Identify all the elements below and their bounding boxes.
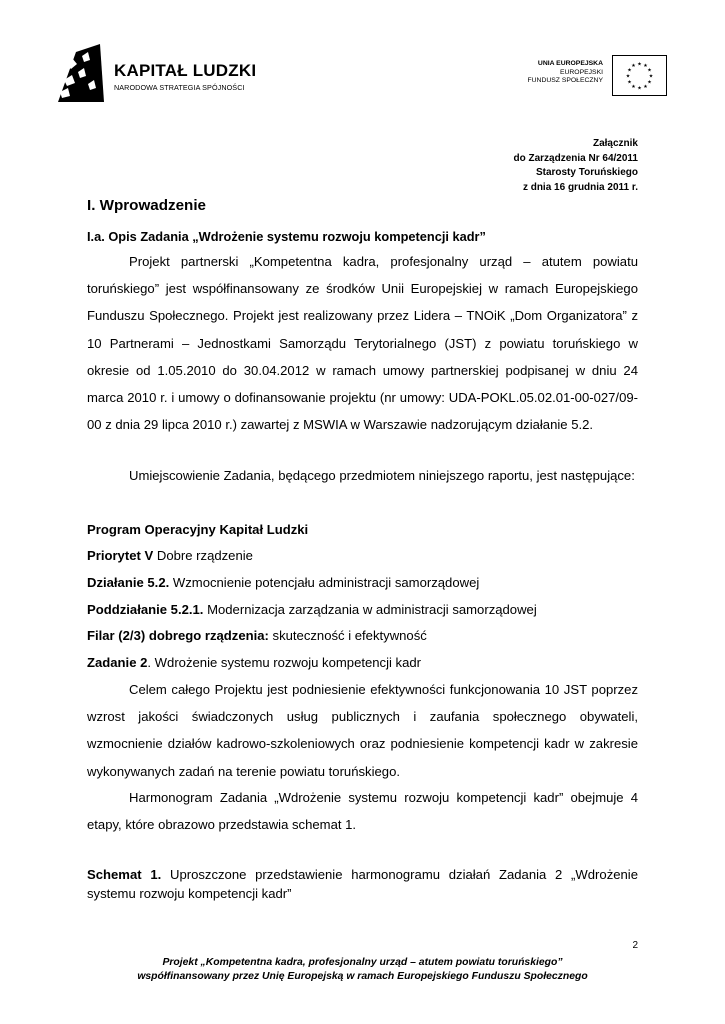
program-name: Program Operacyjny Kapitał Ludzki (87, 522, 309, 537)
priority-label: Priorytet V (87, 548, 154, 563)
priority-line (87, 542, 253, 569)
kapital-ludzki-logo (58, 44, 106, 102)
svg-text:★: ★ (625, 73, 631, 80)
pillar-line (87, 622, 427, 649)
pillar-value: skuteczność i efektywność (268, 628, 427, 643)
priority-value: Dobre rządzenie (153, 548, 253, 563)
action-label: Działanie 5.2. (87, 575, 170, 590)
svg-text:★: ★ (631, 84, 636, 90)
annex-line2: do Zarządzenia Nr 64/2011 (513, 152, 638, 164)
eu-line1: UNIA EUROPEJSKA (537, 60, 603, 67)
subaction-line (87, 596, 537, 623)
paragraph-location: Umiejscowienie Zadania, będącego przedmiotem niniejszego raportu, jest następujące: (129, 468, 635, 483)
pillar-label: Filar (2/3) dobrego rządzenia: (87, 628, 269, 643)
svg-text:★: ★ (627, 67, 632, 74)
svg-text:★: ★ (647, 79, 652, 86)
svg-text:★: ★ (648, 73, 654, 80)
section-heading: I. Wprowadzenie (87, 197, 206, 214)
subsection-heading: I.a. Opis Zadania „Wdrożenie systemu rozwoju kompetencji kadr” (87, 229, 486, 244)
eu-line3: FUNDUSZ SPOŁECZNY (527, 77, 603, 85)
footer-line1: Projekt „Kompetentna kadra, profesjonalny urząd – atutem powiatu toruńskiego” (162, 957, 563, 968)
task-value: . Wdrożenie systemu rozwoju kompetencji kadr (147, 655, 422, 670)
svg-text:★: ★ (637, 85, 642, 92)
eu-stars-icon (613, 56, 666, 95)
svg-text:★: ★ (643, 84, 648, 90)
svg-text:★: ★ (637, 61, 642, 68)
task-label: Zadanie 2 (87, 655, 148, 670)
logo-title: KAPITAŁ LUDZKI (114, 61, 257, 80)
logo-subtitle: NARODOWA STRATEGIA SPÓJNOŚCI (114, 83, 245, 92)
svg-text:★: ★ (643, 63, 648, 69)
annex-line3: Starosty Toruńskiego (535, 167, 638, 178)
task-line (87, 649, 421, 676)
program-line (87, 516, 308, 543)
svg-text:★: ★ (627, 79, 632, 86)
paragraph-goal: Celem całego Projektu jest podniesienie efektywności funkcjonowania 10 JST poprzez wzrost jakości świadczonych usług publicznych i zaufania społecznego obywateli, wzmocnienie działów kadrowo-szkoleniowych oraz podniesienie kompetencji kadr w zakresie wykonywanych zadań na terenie powiatu toruńskiego. (87, 682, 638, 779)
svg-text:★: ★ (631, 63, 636, 69)
page-footer (0, 956, 725, 984)
eu-label (527, 60, 603, 86)
annex-line4: z dnia 16 grudnia 2011 r. (522, 181, 638, 193)
schema-label: Schemat 1. (87, 867, 162, 882)
action-value: Wzmocnienie potencjału administracji samorządowej (169, 575, 480, 590)
annex-line1: Załącznik (592, 138, 638, 149)
eu-flag-icon (612, 55, 667, 96)
paragraph-schedule: Harmonogram Zadania „Wdrożenie systemu rozwoju kompetencji kadr” obejmuje 4 etapy, które obrazowo przedstawia schemat 1. (87, 790, 638, 833)
subaction-value: Modernizacja zarządzania w administracji samorządowej (203, 602, 537, 617)
footer-line2: współfinansowany przez Unię Europejską w ramach Europejskiego Funduszu Społecznego (137, 971, 588, 982)
annex-block (513, 137, 638, 195)
action-line (87, 569, 479, 596)
subaction-label: Poddziałanie 5.2.1. (87, 602, 204, 617)
schema-text: Uproszczone przedstawienie harmonogramu działań Zadania 2 „Wdrożenie systemu rozwoju kompetencji kadr” (87, 867, 638, 901)
eu-line2: EUROPEJSKI (559, 68, 603, 76)
paragraph-intro: Projekt partnerski „Kompetentna kadra, profesjonalny urząd – atutem powiatu toruńskiego” jest współfinansowany ze środków Unii Europejskiej w ramach Europejskiego Funduszu Społecznego. Projekt jest realizowany przez Lidera – TNOiK „Dom Organizatora” z 10 Partnerami – Jednostkami Samorządu Terytorialnego (JST) z powiatu toruńskiego w okresie od 1.05.2010 do 30.04.2012 w ramach umowy partnerskiej podpisanej w dniu 24 marca 2010 r. i umowy o dofinansowanie projektu (nr umowy: UDA-POKL.05.02.01-00-027/09-00 z dnia 29 lipca 2010 r.) zawartej z MSWIA w Warszawie nadzorującym działanie 5.2. (87, 254, 638, 433)
kapital-ludzki-emblem-icon (58, 44, 106, 102)
schema-caption (87, 866, 638, 903)
svg-text:★: ★ (647, 67, 652, 74)
page-number: 2 (632, 940, 638, 951)
